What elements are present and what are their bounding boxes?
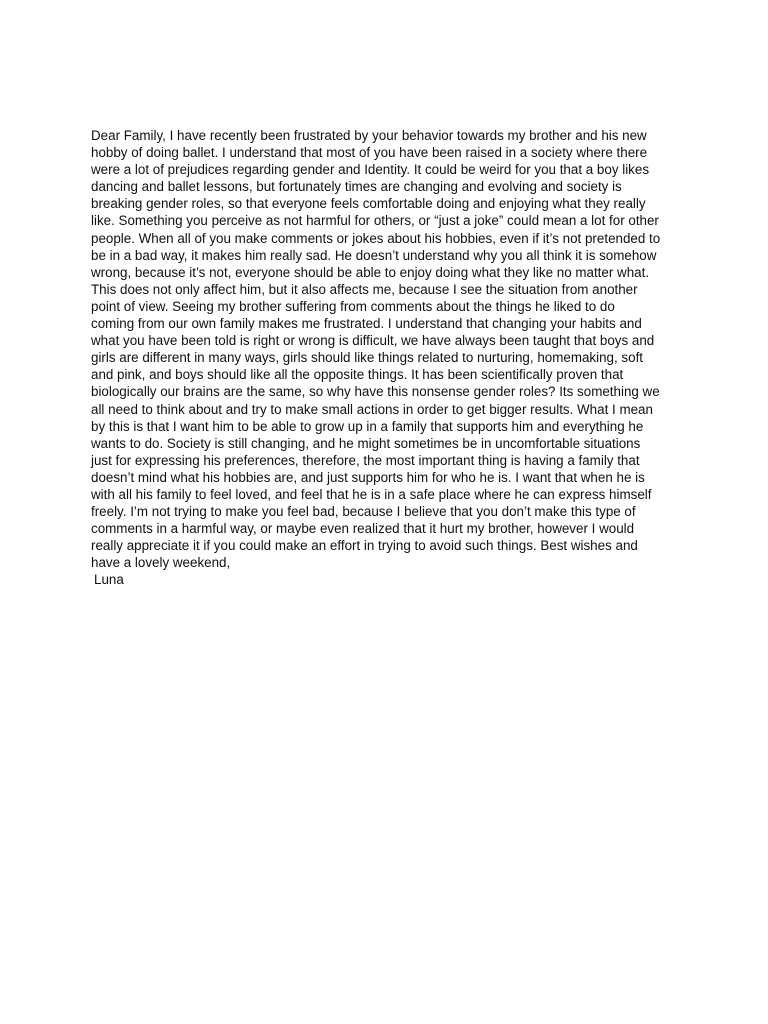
- letter-line: wants to do. Society is still changing, and he might sometimes be in uncomfortable situations: [91, 435, 641, 451]
- letter-line: all need to think about and try to make small actions in order to get bigger results. What I mean: [91, 401, 653, 417]
- letter-line: hobby of doing ballet. I understand that most of you have been raised in a society where there: [91, 145, 648, 161]
- letter-line: breaking gender roles, so that everyone feels comfortable doing and enjoying what they really: [91, 196, 646, 212]
- letter-line: point of view. Seeing my brother suffering from comments about the things he liked to do: [91, 298, 615, 314]
- letter-line: have a lovely weekend,: [91, 555, 231, 571]
- letter-line: like. Something you perceive as not harmful for others, or “just a joke” could mean a lot for other: [91, 213, 659, 229]
- letter-line: by this is that I want him to be able to grow up in a family that supports him and everything he: [91, 418, 644, 434]
- letter-line: people. When all of you make comments or jokes about his hobbies, even if it’s not pretended to: [91, 230, 661, 246]
- letter-line: biologically our brains are the same, so why have this nonsense gender roles? Its something we: [91, 384, 660, 400]
- letter-line: girls are different in many ways, girls should like things related to nurturing, homemaking, soft: [91, 350, 644, 366]
- letter-body: [91, 127, 691, 589]
- letter-line: Dear Family, I have recently been frustrated by your behavior towards my brother and his new: [91, 128, 647, 143]
- letter-line: were a lot of prejudices regarding gender and Identity. It could be weird for you that a boy likes: [91, 162, 650, 178]
- letter-line: really appreciate it if you could make an effort in trying to avoid such things. Best wishes and: [91, 538, 638, 554]
- letter-line: doesn’t mind what his hobbies are, and just supports him for who he is. I want that when he is: [91, 469, 645, 485]
- letter-line: wrong, because it’s not, everyone should be able to enjoy doing what they like no matter what.: [91, 264, 650, 280]
- letter-line: dancing and ballet lessons, but fortunately times are changing and evolving and society is: [91, 179, 622, 195]
- letter-line: coming from our own family makes me frustrated. I understand that changing your habits and: [91, 316, 642, 332]
- letter-signature: Luna: [94, 572, 124, 588]
- letter-line: freely. I’m not trying to make you feel bad, because I believe that you don’t make this type of: [91, 504, 636, 520]
- letter-line: with all his family to feel loved, and feel that he is in a safe place where he can express himself: [91, 486, 652, 502]
- letter-line: comments in a harmful way, or maybe even realized that it hurt my brother, however I would: [91, 521, 635, 537]
- letter-line: be in a bad way, it makes him really sad. He doesn’t understand why you all think it is somehow: [91, 247, 657, 263]
- letter-line: what you have been told is right or wrong is difficult, we have always been taught that boys and: [91, 333, 655, 349]
- letter-line: and pink, and boys should like all the opposite things. It has been scientifically proven that: [91, 367, 624, 383]
- letter-line: This does not only affect him, but it also affects me, because I see the situation from another: [91, 281, 638, 297]
- letter-line: just for expressing his preferences, therefore, the most important thing is having a family that: [91, 452, 640, 468]
